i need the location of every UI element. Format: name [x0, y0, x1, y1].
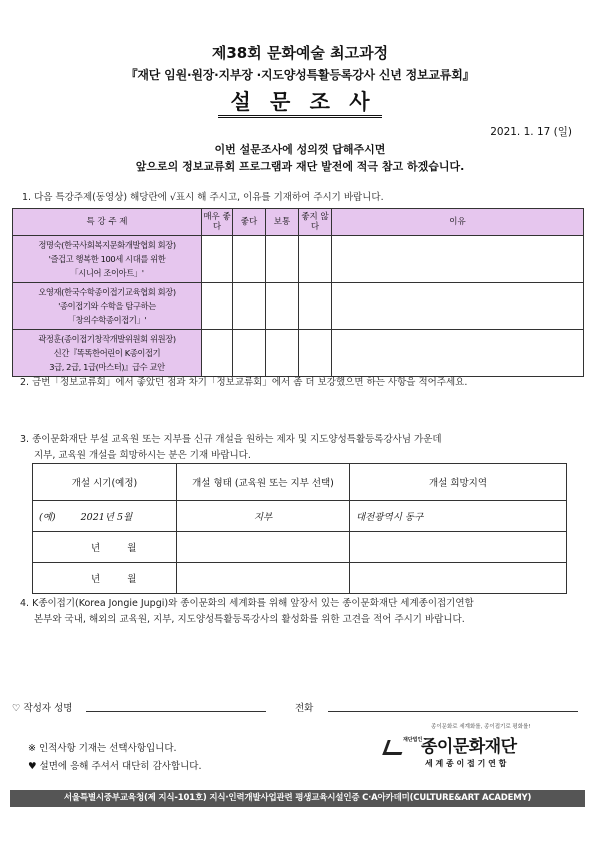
rating-cell[interactable]	[266, 330, 299, 377]
rating-cell[interactable]	[266, 236, 299, 283]
rating-cell[interactable]	[299, 283, 332, 330]
intro-line2: 앞으로의 정보교류회 프로그램과 재단 발전에 적극 참고 하겠습니다.	[135, 160, 465, 173]
rating-cell[interactable]	[233, 236, 266, 283]
privacy-note: ※ 인적사항 기재는 선택사항입니다.	[28, 743, 177, 754]
example-type: 지부	[177, 501, 350, 532]
type-input-cell[interactable]	[177, 532, 350, 563]
table-row	[33, 532, 567, 563]
period-input-cell[interactable]	[33, 532, 177, 563]
rating-cell[interactable]	[233, 330, 266, 377]
question-3-line2: 지부, 교육원 개설을 희망하시는 분은 기재 바랍니다.	[34, 450, 251, 461]
survey-title-line2: 『재단 임원·원장·지부장 ·지도양성특활등록강사 신년 정보교류회』	[125, 68, 475, 82]
year-label: 년	[91, 574, 101, 585]
question-4-line2: 본부와 국내, 해외의 교육원, 지부, 지도양성특활등록강사의 활성화를 위한 고견을 적어 주시기 바랍니다.	[34, 614, 465, 625]
header-type: 개설 형태 (교육원 또는 지부 선택)	[177, 464, 350, 501]
header-topic: 특 강 주 제	[13, 209, 202, 236]
logo-slogan: 종이문화로 세계화를, 종이접기로 평화를!	[431, 724, 531, 730]
rating-cell[interactable]	[202, 283, 233, 330]
lecture-2-cell	[13, 283, 202, 330]
foundation-logo	[375, 722, 585, 774]
header-not-good: 좋지 않다	[299, 209, 332, 236]
lecture-topic: 「창의수학종이접기」'	[67, 315, 147, 325]
intro-line1: 이번 설문조사에 성의껏 답해주시면	[214, 143, 386, 156]
question-1-text: 1. 다음 특강주제(동영상) 해당란에 √표시 해 주시고, 이유를 기재하여 주시기 바랍니다.	[22, 192, 384, 203]
table-row	[13, 330, 584, 377]
writer-name-field[interactable]	[86, 711, 266, 712]
header-very-good: 매우 좋다	[202, 209, 233, 236]
table-row	[33, 501, 567, 532]
reason-cell[interactable]	[332, 236, 584, 283]
region-input-cell[interactable]	[350, 532, 567, 563]
lecture-topic: '종이접기와 수학을 탐구하는	[58, 301, 156, 311]
survey-title-line1: 제38회 문화예술 최고과정	[211, 44, 389, 62]
intro-text	[0, 141, 600, 175]
header-region: 개설 희망지역	[350, 464, 567, 501]
thanks-note: ♥ 설면에 응해 주셔서 대단히 감사합니다.	[28, 761, 202, 772]
branch-table-header	[33, 464, 567, 501]
region-input-cell[interactable]	[350, 563, 567, 594]
question-4-line1: 4. K종이접기(Korea Jongie Jupgi)와 종이문화의 세계화를 위해 앞장서 있는 종이문화재단 세계종이접기연합	[20, 598, 474, 609]
branch-opening-table	[32, 463, 567, 594]
header-reason: 이유	[332, 209, 584, 236]
survey-main-title	[0, 86, 600, 116]
survey-date: 2021. 1. 17 (일)	[490, 126, 572, 138]
example-prefix: (예)	[39, 512, 56, 523]
phone-label: 전화	[295, 703, 314, 714]
header-good: 좋다	[233, 209, 266, 236]
example-period: 2021년 5월	[80, 512, 133, 523]
logo-small-label: 재단법인	[403, 737, 423, 743]
header-average: 보통	[266, 209, 299, 236]
survey-main-title-text: 설 문 조 사	[218, 90, 381, 118]
table-row	[13, 236, 584, 283]
question-3-line1: 3. 종이문화재단 부설 교육원 또는 지부를 신규 개설을 원하는 제자 및 지도양성특활등록강사님 가운데	[20, 434, 442, 445]
logo-name: 종이문화재단	[421, 737, 517, 757]
period-input-cell[interactable]	[33, 563, 177, 594]
lecture-speaker: 오영재(한국수학종이접기교육협회 회장)	[38, 287, 176, 297]
question-4-text	[20, 596, 474, 628]
rating-cell[interactable]	[299, 236, 332, 283]
lecture-rating-table	[12, 208, 584, 377]
lecture-table-header	[13, 209, 584, 236]
lecture-topic: 신간『똑똑한어린이 K종이접기	[53, 348, 161, 358]
phone-field[interactable]	[328, 711, 578, 712]
lecture-topic: '즐겁고 행복한 100세 시대를 위한	[48, 254, 166, 264]
example-period-cell	[33, 501, 177, 532]
question-2-text: 2. 금번「정보교류회」에서 좋았던 점과 차기「정보교류회」에서 좀 더 보강했으면 하는 사항을 적어주세요.	[20, 377, 468, 388]
reason-cell[interactable]	[332, 330, 584, 377]
reason-cell[interactable]	[332, 283, 584, 330]
header-period: 개설 시기(예정)	[33, 464, 177, 501]
question-3-text	[20, 432, 442, 464]
rating-cell[interactable]	[233, 283, 266, 330]
month-label: 월	[127, 543, 137, 554]
year-label: 년	[91, 543, 101, 554]
lecture-speaker: 정명숙(한국사회복지문화개발협회 회장)	[38, 240, 176, 250]
table-row	[33, 563, 567, 594]
rating-cell[interactable]	[266, 283, 299, 330]
footer-bar: 서울특별시중부교육청(제 지식-101호) 지식·인력개발사업관련 평생교육시설인증 C·A아카데미(CULTURE&ART ACADEMY)	[10, 790, 585, 807]
table-row	[13, 283, 584, 330]
type-input-cell[interactable]	[177, 563, 350, 594]
writer-label: ♡ 작성자 성명	[12, 703, 73, 714]
rating-cell[interactable]	[202, 330, 233, 377]
lecture-topic: 3급, 2급, 1급(마스터)』급수 교안	[49, 362, 165, 372]
lecture-3-cell	[13, 330, 202, 377]
rating-cell[interactable]	[299, 330, 332, 377]
example-region: 대전광역시 동구	[350, 501, 567, 532]
rating-cell[interactable]	[202, 236, 233, 283]
lecture-speaker: 곽정훈(종이접기창작개발위원회 위원장)	[38, 334, 176, 344]
logo-subname: 세 계 종 이 접 기 연 합	[425, 759, 507, 768]
month-label: 월	[127, 574, 137, 585]
lecture-1-cell	[13, 236, 202, 283]
lecture-topic: 「시니어 조이아트」'	[70, 268, 144, 278]
